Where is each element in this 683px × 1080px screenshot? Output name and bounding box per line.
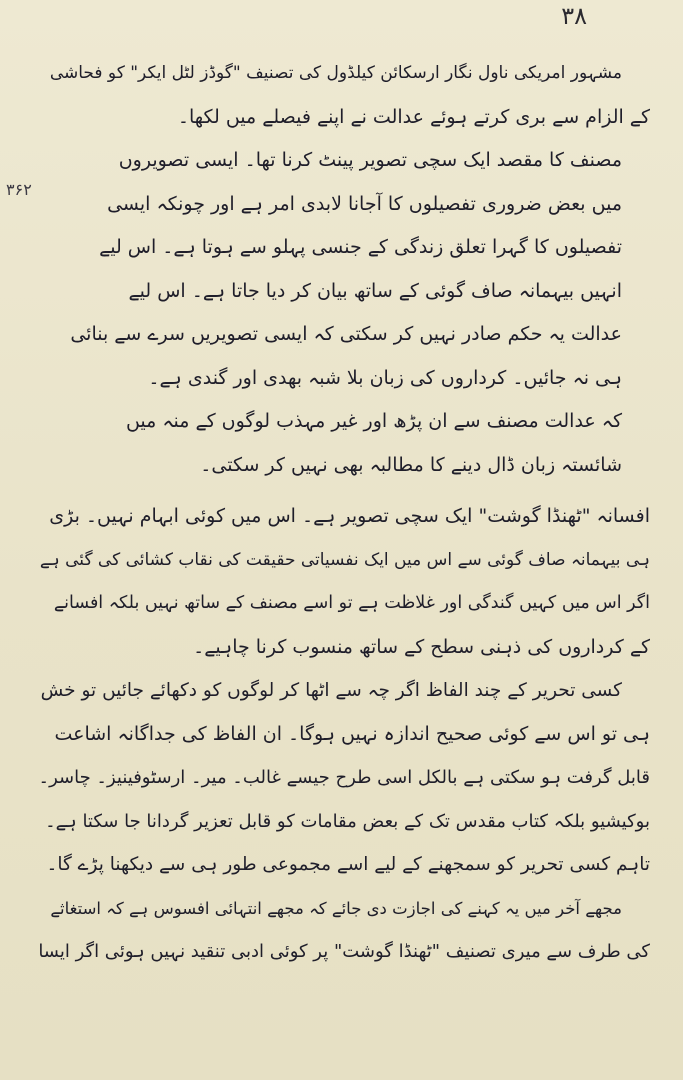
text-line: ہی بیہمانہ صاف گوئی سے اس میں ایک نفسیاتی حقیقت کی نقاب کشائی کی گئی ہے [39, 549, 650, 570]
text-line: افسانہ "ٹھنڈا گوشت" ایک سچی تصویر ہے۔ اس میں کوئی ابہام نہیں۔ بڑی [49, 505, 650, 527]
text-line: کے الزام سے بری کرتے ہوئے عدالت نے اپنے فیصلے میں لکھا۔ [177, 105, 650, 128]
page-number: ۳۸ [561, 2, 587, 30]
text-line: کسی تحریر کے چند الفاظ اگر چہ سے اٹھا کر لوگوں کو دکھائے جائیں تو خش [40, 680, 622, 701]
text-line: ہی تو اس سے کوئی صحیح اندازہ نہیں ہوگا۔ ان الفاظ کی جداگانہ اشاعت [54, 722, 650, 745]
text-line: انہیں بیہمانہ صاف گوئی کے ساتھ بیان کر دیا جاتا ہے۔ اس لیے [128, 279, 622, 302]
text-line: مجھے آخر میں یہ کہنے کی اجازت دی جائے کہ مجھے انتہائی افسوس ہے کہ استغاثے [50, 898, 622, 918]
text-line: تفصیلوں کا گہرا تعلق زندگی کے جنسی پہلو سے ہوتا ہے۔ اس لیے [99, 236, 622, 258]
text-line: قابل گرفت ہو سکتی ہے بالکل اسی طرح جیسے غالب۔ میر۔ ارسٹوفینیز۔ چاسر۔ [38, 767, 650, 788]
text-line: عدالت یہ حکم صادر نہیں کر سکتی کہ ایسی تصویریں سرے سے بنائی [70, 323, 622, 345]
text-line: ہی نہ جائیں۔ کرداروں کی زبان بلا شبہ بھدی اور گندی ہے۔ [148, 366, 622, 389]
text-line: اگر اس میں کہیں گندگی اور غلاظت ہے تو اسے مصنف کے ساتھ نہیں بلکہ افسانے [53, 593, 650, 613]
text-line: تاہم کسی تحریر کو سمجھنے کے لیے اسے مجموعی طور ہی سے دیکھنا پڑے گا۔ [46, 854, 650, 875]
text-line: مصنف کا مقصد ایک سچی تصویر پینٹ کرنا تھا۔ ایسی تصویروں [118, 149, 622, 171]
text-line: کے کرداروں کی ذہنی سطح کے ساتھ منسوب کرنا چاہیے۔ [193, 635, 650, 658]
text-line: کہ عدالت مصنف سے ان پڑھ اور غیر مہذب لوگوں کے منہ میں [125, 410, 622, 432]
text-line: مشہور امریکی ناول نگار ارسکائن کیلڈول کی تصنیف "گوڈز لٹل ایکر" کو فحاشی [49, 63, 622, 83]
text-line: شائستہ زبان ڈال دینے کا مطالبہ بھی نہیں کر سکتی۔ [200, 453, 622, 476]
text-line: میں بعض ضروری تفصیلوں کا آجانا لابدی امر ہے اور چونکہ ایسی [107, 192, 622, 215]
text-line: کی طرف سے میری تصنیف "ٹھنڈا گوشت" پر کوئی ادبی تنقید نہیں ہوئی اگر ایسا [38, 941, 650, 962]
margin-note: ۳۶۲ [6, 180, 32, 199]
body-text [38, 52, 650, 974]
text-line: بوکیشیو بلکہ کتاب مقدس تک کے بعض مقامات کو قابل تعزیر گردانا جا سکتا ہے۔ [45, 810, 650, 832]
